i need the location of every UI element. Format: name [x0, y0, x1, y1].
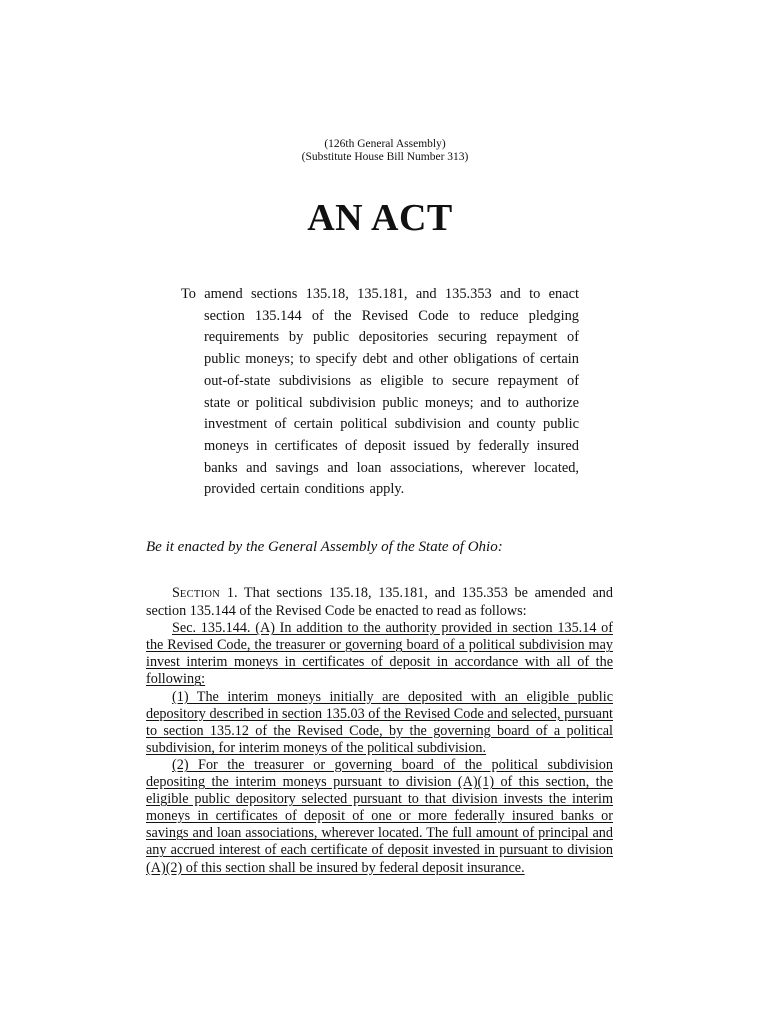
division-a1	[146, 689, 613, 757]
act-title: AN ACT	[307, 197, 453, 239]
division-a2-text: (2) For the treasurer or governing board of the political subdivision depositing the interim moneys pursuant to division (A)(1) of this section, the eligible public depository selected pursuant to that division invests the interim moneys in certificates of deposit of one or more federally insured banks or savings and loan associations, wherever located. The full amount of principal and any accrued interest of each certificate of deposit invested in pursuant to division (A)(2) of this section shall be insured by federal deposit insurance.	[146, 756, 613, 876]
bill-number-line: (Substitute House Bill Number 313)	[301, 151, 469, 163]
bill-header	[0, 138, 770, 164]
section-1-text: 1. That sections 135.18, 135.181, and 135.353 be amended and section 135.144 of the Revised Code be enacted to read as follows:	[146, 585, 613, 620]
act-body	[146, 585, 613, 877]
enacting-clause: Be it enacted by the General Assembly of the State of Ohio:	[146, 539, 503, 555]
division-a2	[146, 757, 613, 877]
section-label-first: S	[172, 585, 180, 601]
sec-135-144-intro-text: Sec. 135.144. (A) In addition to the authority provided in section 135.14 of the Revised Code, the treasurer or governing board of a political subdivision may invest interim moneys in certificates of deposit in accordance with all of the following:	[146, 620, 613, 688]
sec-135-144-intro	[146, 620, 613, 688]
section-label-rest: ECTION	[179, 589, 221, 600]
act-summary: To amend sections 135.18, 135.181, and 135.353 and to enact section 135.144 of the Revised Code to reduce pledging requirements by public depositories securing repayment of public moneys; to specify debt and other obligations of certain out-of-state subdivisions as eligible to secure repayment of state or political subdivision public moneys; and to authorize investment of certain political subdivision and county public moneys in certificates of deposit issued by federally insured banks and savings and loan associations, wherever located, provided certain conditions apply.	[181, 286, 579, 498]
section-1-paragraph	[146, 585, 613, 620]
general-assembly-line: (126th General Assembly)	[324, 138, 446, 150]
division-a1-text: (1) The interim moneys initially are deposited with an eligible public depository described in section 135.03 of the Revised Code and selected, pursuant to section 135.12 of the Revised Code, by the governing board of a political subdivision, for interim moneys of the political subdivision.	[146, 688, 613, 756]
